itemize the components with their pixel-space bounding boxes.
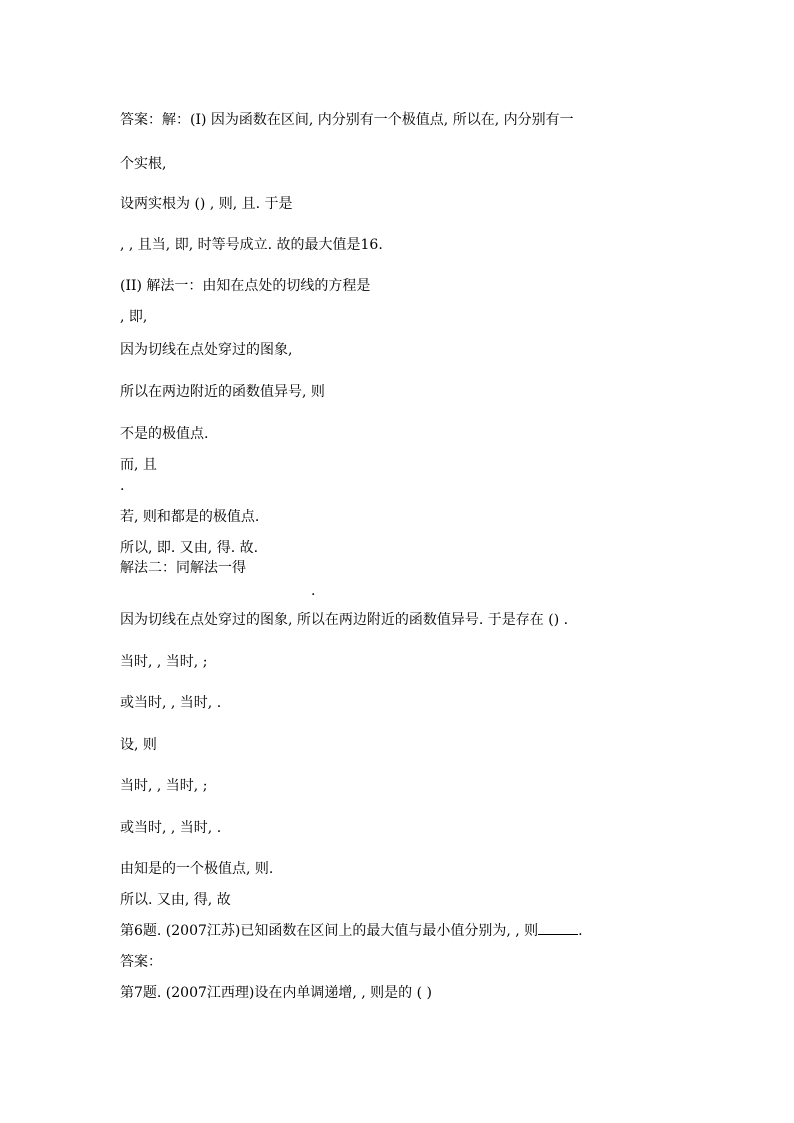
answer-line-3: 设两实根为 () , 则, 且. 于是 bbox=[120, 196, 293, 212]
method-2-line-8: 由知是的一个极值点, 则. bbox=[120, 861, 274, 877]
question-6-end: . bbox=[578, 923, 583, 939]
method-2-heading: 解法二：同解法一得 bbox=[120, 560, 246, 576]
solution-line-8: 所以, 即. 又由, 得. 故. bbox=[120, 540, 259, 556]
question-6-text: 第6题. (2007江苏)已知函数在区间上的最大值与最小值分别为, , 则 bbox=[120, 923, 539, 939]
method-2-line-5: 设, 则 bbox=[120, 737, 157, 753]
solution-line-4: 不是的极值点. bbox=[120, 426, 209, 442]
solution-line-2: 因为切线在点处穿过的图象, bbox=[120, 342, 293, 358]
solution-line-3: 所以在两边附近的函数值异号, 则 bbox=[120, 384, 325, 400]
solution-2-heading: (II) 解法一：由知在点处的切线的方程是 bbox=[120, 278, 371, 294]
method-2-line-7: 或当时, , 当时, . bbox=[120, 820, 222, 836]
answer-line-4: , , 且当, 即, 时等号成立. 故的最大值是16. bbox=[120, 237, 383, 253]
question-6-answer: 答案： bbox=[120, 954, 162, 970]
answer-line-2: 个实根, bbox=[120, 156, 167, 172]
solution-line-7: 若, 则和都是的极值点. bbox=[120, 509, 260, 525]
solution-line-6: . bbox=[120, 478, 125, 494]
question-7: 第7题. (2007江西理)设在内单调递增, , 则是的 ( ) bbox=[120, 985, 432, 1001]
method-2-line-1: . bbox=[311, 583, 316, 599]
answer-line-1: 答案：解：(I) 因为函数在区间, 内分别有一个极值点, 所以在, 内分别有一 bbox=[120, 112, 574, 128]
method-2-line-6: 当时, , 当时, ; bbox=[120, 778, 208, 794]
solution-line-1: , 即, bbox=[120, 309, 148, 325]
method-2-line-2: 因为切线在点处穿过的图象, 所以在两边附近的函数值异号. 于是存在 () . bbox=[120, 612, 569, 628]
solution-line-5: 而, 且 bbox=[120, 457, 157, 473]
method-2-line-4: 或当时, , 当时, . bbox=[120, 695, 222, 711]
question-6 bbox=[120, 922, 583, 940]
method-2-line-3: 当时, , 当时, ; bbox=[120, 654, 208, 670]
method-2-line-9: 所以. 又由, 得, 故 bbox=[120, 892, 231, 908]
answer-blank bbox=[538, 922, 578, 935]
